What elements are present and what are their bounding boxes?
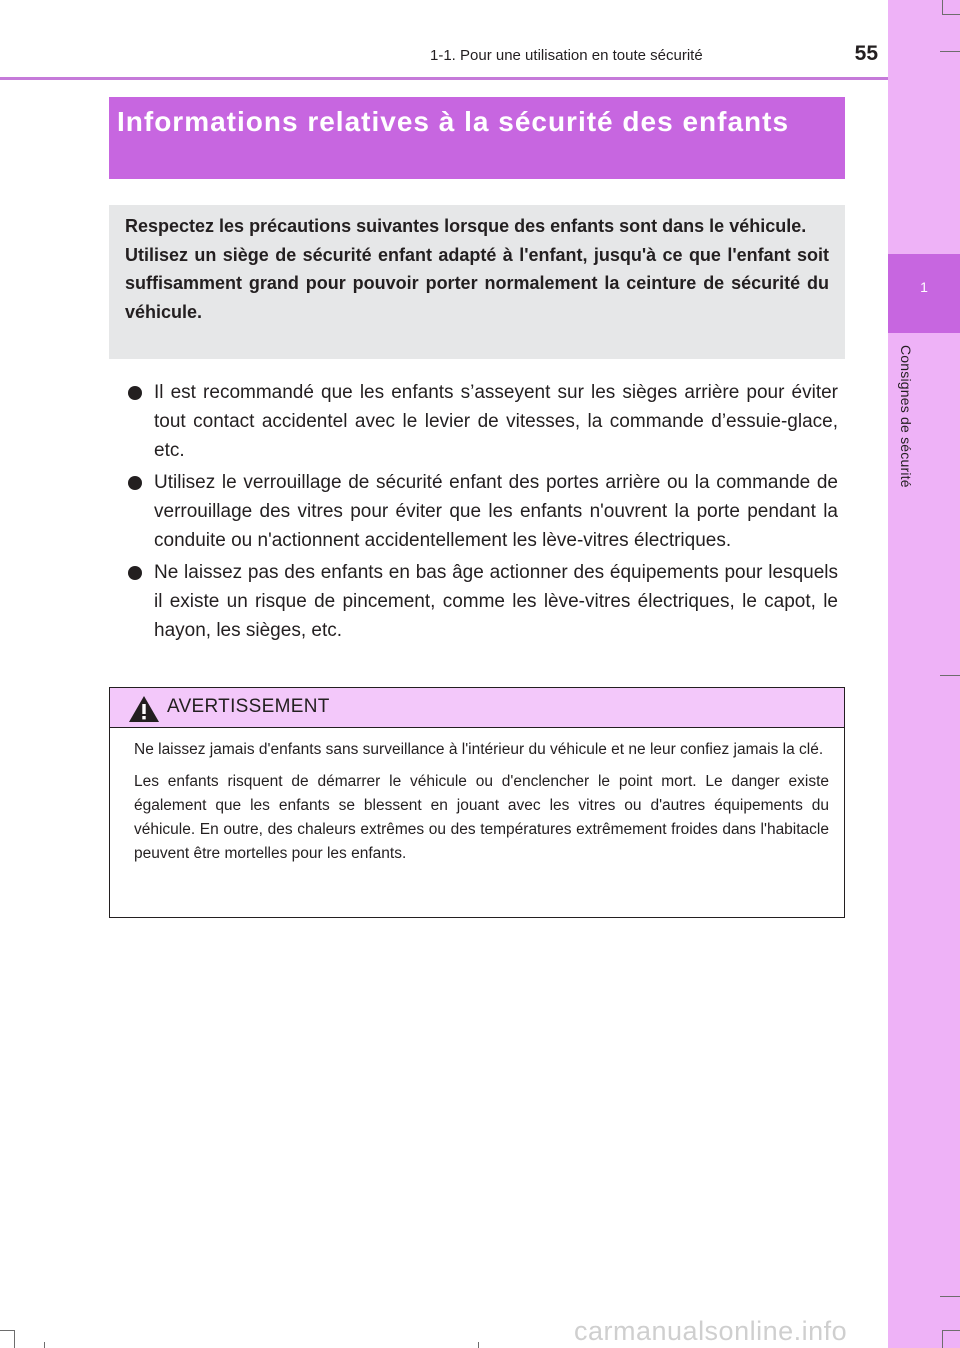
warning-box [109,687,845,918]
bullet-icon [128,566,142,580]
list-item [126,558,838,645]
page-number: 55 [854,42,878,65]
crop-mark [940,1296,960,1297]
chapter-tab[interactable]: 1 [888,254,960,333]
crop-mark [44,1342,45,1348]
warning-header [110,688,844,728]
bullet-list [126,378,838,648]
warning-paragraph: Ne laissez jamais d'enfants sans surveillance à l'intérieur du véhicule et ne leur confiez jamais la clé. [134,741,824,758]
list-item [126,468,838,555]
intro-box [109,205,845,359]
bullet-icon [128,386,142,400]
crop-mark [0,1330,14,1331]
crop-mark [942,0,943,14]
intro-paragraph: Utilisez un siège de sécurité enfant adapté à l'enfant, jusqu'à ce que l'enfant soit suffisamment grand pour pouvoir porter normalement la ceinture de sécurité du véhicule. [125,244,829,322]
list-item-text: Il est recommandé que les enfants s’asseyent sur les sièges arrière pour éviter tout contact accidentel avec le levier de vitesses, la commande d’essuie-glace, etc. [154,382,838,461]
crop-mark [940,675,960,676]
warning-paragraph: Les enfants risquent de démarrer le véhicule ou d'enclencher le point mort. Le danger existe également que les enfants se blessent en jouant avec les vitres ou d'autres équipements du véhicule. En outre, des chaleurs extrêmes ou des températures extrêmement froides dans l'habitacle peuvent être mortelles pour les enfants. [134,773,829,862]
crop-mark [942,14,960,15]
chapter-title: Consignes de sécurité [898,345,914,488]
header-rule [0,77,888,80]
warning-triangle-icon [128,695,160,723]
crop-mark [14,1330,15,1348]
intro-paragraph: Respectez les précautions suivantes lorsque des enfants sont dans le véhicule. [125,216,807,236]
bullet-icon [128,476,142,490]
list-item-text: Utilisez le verrouillage de sécurité enfant des portes arrière ou la commande de verrouillage des vitres pour éviter que les enfants n'ouvrent la porte pendant la conduite ou n'actionnent accidentellement les lève-vitres électriques. [154,472,838,551]
crop-mark [478,1342,479,1348]
crop-mark [940,51,960,52]
list-item-text: Ne laissez pas des enfants en bas âge actionner des équipements pour lesquels il existe un risque de pincement, comme les lève-vitres électriques, le capot, le hayon, les sièges, etc. [154,562,838,641]
list-item [126,378,838,465]
side-tab-strip [888,0,960,1348]
watermark: carmanualsonline.info [574,1316,848,1346]
running-head: 1-1. Pour une utilisation en toute sécurité [430,47,703,64]
warning-title: AVERTISSEMENT [167,696,330,717]
section-title: Informations relatives à la sécurité des enfants [109,97,845,179]
crop-mark [942,1330,960,1331]
crop-mark [942,1330,943,1348]
warning-body [110,728,844,866]
